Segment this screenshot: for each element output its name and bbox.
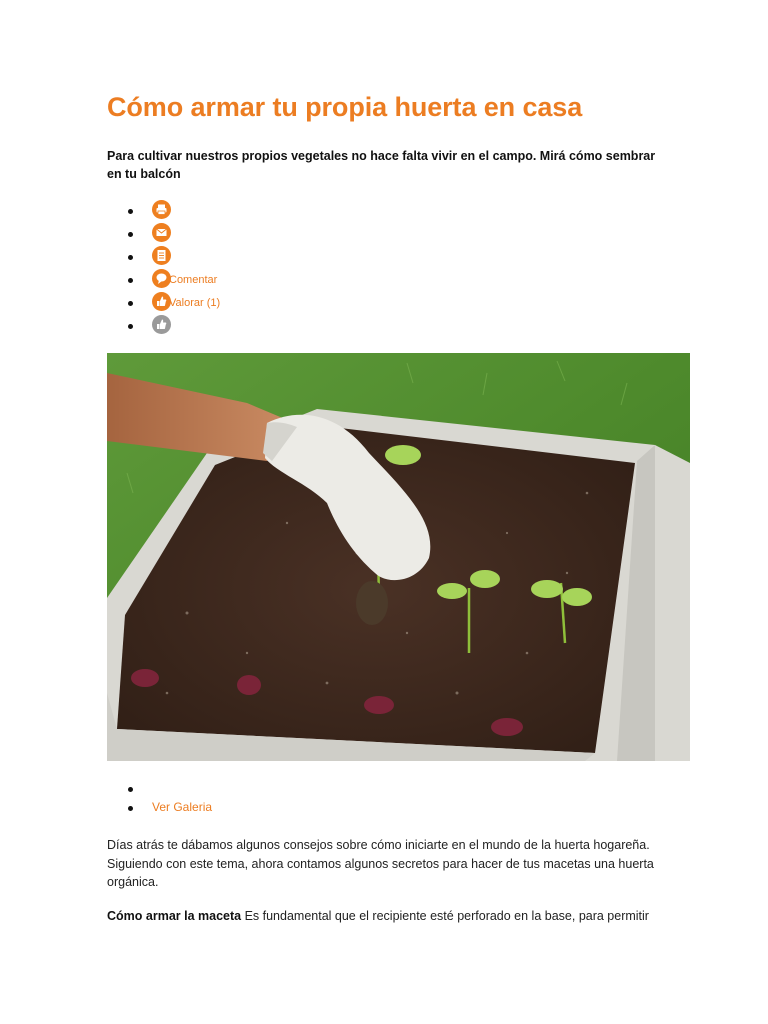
gallery-list (107, 779, 213, 817)
list-bullet (128, 209, 133, 214)
thumbs-up-grey-icon[interactable] (152, 315, 171, 334)
rate-link[interactable]: Valorar (1) (169, 297, 221, 309)
article-title: Cómo armar tu propia huerta en casa (107, 92, 583, 122)
article-paragraph: Días atrás te dábamos algunos consejos sobre cómo iniciarte en el mundo de la huerta hogareña. Siguiendo con este tema, ahora contamos algunos secretos para hacer de tus macetas una huerta orgánica. (107, 838, 654, 889)
action-like[interactable] (107, 313, 152, 336)
paragraph-heading: Cómo armar la maceta (107, 909, 242, 923)
action-document[interactable] (107, 244, 152, 267)
article-actions-list (107, 198, 221, 336)
document-icon[interactable] (152, 246, 171, 265)
list-bullet (128, 278, 133, 283)
article-lead: Para cultivar nuestros propios vegetales no hace falta vivir en el campo. Mirá cómo sembrar en tu balcón (107, 149, 656, 181)
list-bullet (128, 301, 133, 306)
action-rate[interactable] (107, 290, 221, 313)
action-comment[interactable] (107, 267, 218, 290)
print-icon[interactable] (152, 200, 171, 219)
list-bullet (128, 787, 133, 792)
list-bullet (128, 232, 133, 237)
article-photo[interactable] (107, 353, 690, 761)
list-bullet (128, 255, 133, 260)
list-bullet (128, 806, 133, 811)
action-email[interactable] (107, 221, 152, 244)
paragraph-text: Es fundamental que el recipiente esté perforado en la base, para permitir (241, 909, 649, 923)
list-bullet (128, 324, 133, 329)
action-print[interactable] (107, 198, 152, 221)
gallery-item (107, 798, 213, 817)
email-icon[interactable] (152, 223, 171, 242)
gallery-empty-item (107, 779, 152, 798)
view-gallery-link[interactable]: Ver Galeria (152, 800, 213, 814)
comment-link[interactable]: Comentar (169, 274, 218, 286)
article-paragraph (107, 907, 690, 926)
garden-planter-image (107, 353, 690, 761)
